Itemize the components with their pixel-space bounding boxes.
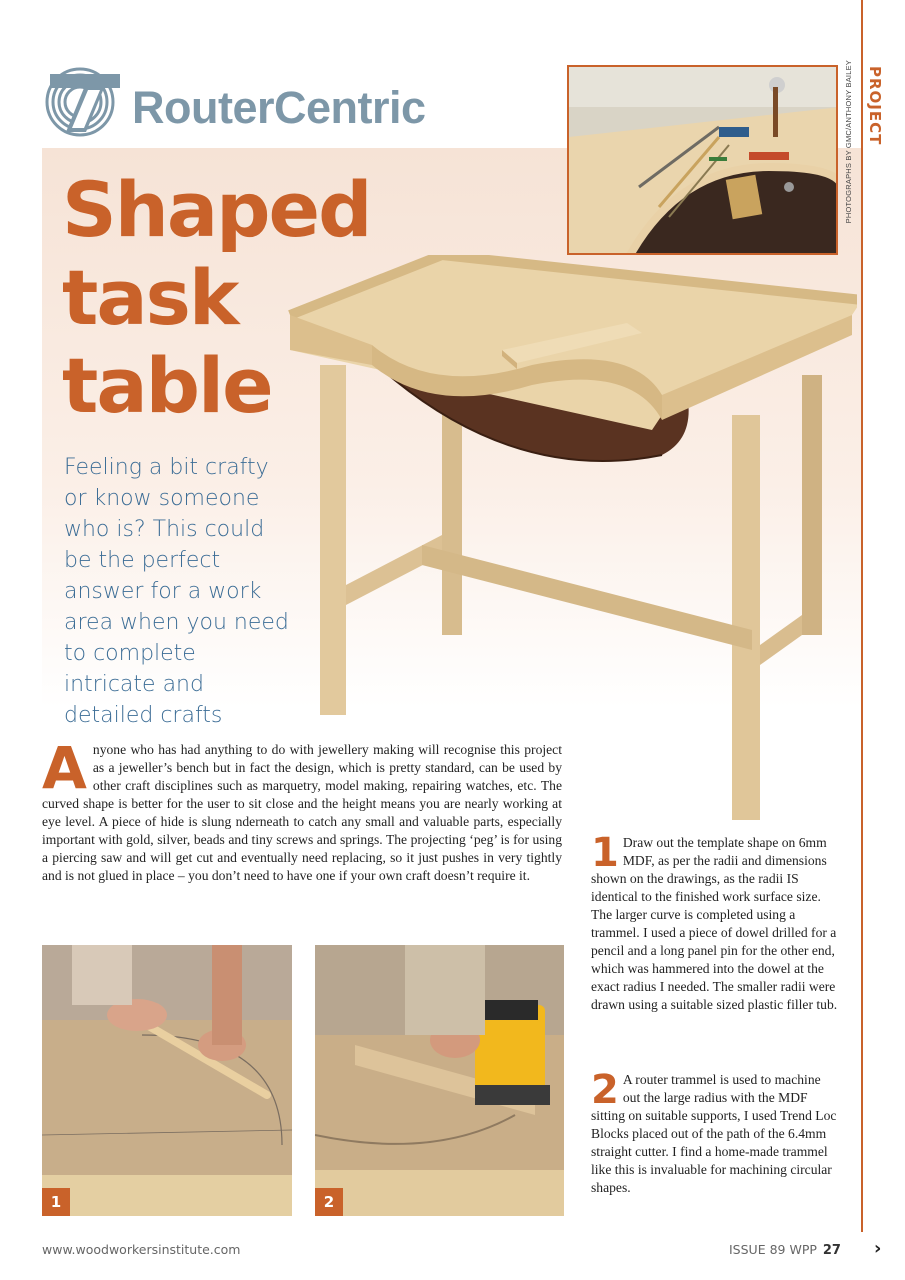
- step-number: 1: [591, 830, 619, 876]
- page-number: 27: [822, 1243, 841, 1258]
- photo-credit: PHOTOGRAPHS BY GMC/ANTHONY BAILEY: [844, 60, 853, 224]
- intro-text: nyone who has had anything to do with jewellery making will recognise this project as a jeweller’s bench but in fact the design, which is pretty standard, can be used by other craft disciplines such as marquetry, model making, repairing watches, etc. The curved shape is better for the user to sit close and the height means you are nearly working at eye level. A piece of hide is slung nderneath to catch any small and valuable parts, especially important with gold, silver, beads and tiny screws and springs. The projecting ‘peg’ is for using a piercing saw and will get cut and eventually need replacing, so it just pushes in very tightly and is not glued in place – you don’t need to have one if your own craft doesn’t require it.: [42, 742, 562, 883]
- step-text: A router trammel is used to machine out the large radius with the MDF sitting on suitable supports, I used Trend Loc Blocks placed out of the path of the 6.4mm straight cutter. I find a home-made trammel like this is invaluable for machining circular shapes.: [591, 1072, 837, 1195]
- intro-paragraph: [42, 734, 562, 885]
- footer-issue: [729, 1242, 841, 1258]
- headline-line-1: Shaped: [62, 165, 371, 254]
- brand-name: RouterCentric: [132, 82, 426, 133]
- headline-line-2: task: [62, 253, 238, 342]
- step-1: [591, 830, 841, 1014]
- section-label: PROJECT: [866, 66, 884, 146]
- router-logo-icon: [44, 66, 122, 138]
- side-divider: [861, 0, 863, 1232]
- workbench-tools-photo: [567, 65, 838, 255]
- photo-badge-2: 2: [315, 1188, 343, 1216]
- drop-cap: A: [42, 734, 87, 802]
- step-2: [591, 1067, 841, 1197]
- photo-badge-1: 1: [42, 1188, 70, 1216]
- photo-router-trammel: [315, 945, 564, 1216]
- footer-website[interactable]: www.woodworkersinstitute.com: [42, 1242, 241, 1257]
- photo-drawing-curve: [42, 945, 292, 1216]
- standfirst: Feeling a bit crafty or know someone who is? This could be the perfect answer for a work area when you need to complete intricate and detailed crafts: [64, 455, 289, 728]
- headline-line-3: table: [62, 341, 272, 430]
- issue-label: ISSUE 89 WPP: [729, 1242, 817, 1257]
- step-text: Draw out the template shape on 6mm MDF, as per the radii and dimensions shown on the drawings, as the radii IS identical to the finished work surface size. The larger curve is completed using a trammel. I used a piece of dowel drilled for a pencil and a long panel pin for the other end, which was hammered into the dowel at the exact radius I needed. The smaller radii were drawn using a suitable sized plastic filler tub.: [591, 835, 838, 1012]
- step-number: 2: [591, 1067, 619, 1113]
- chevron-right-icon[interactable]: ›: [874, 1238, 882, 1259]
